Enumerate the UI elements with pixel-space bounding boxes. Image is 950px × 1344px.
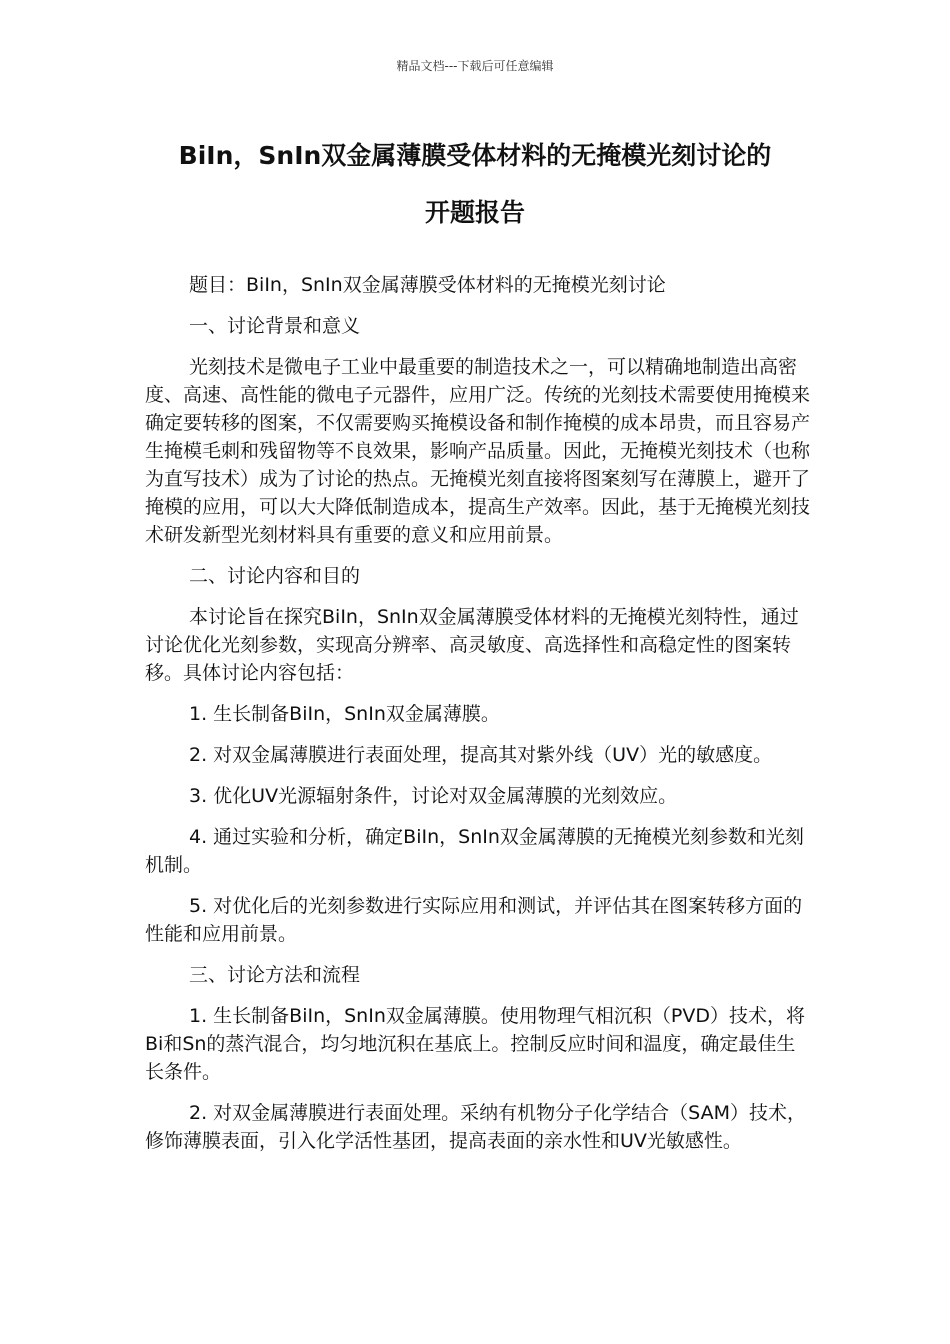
list-item-4: 4. 通过实验和分析，确定BiIn，SnIn双金属薄膜的无掩模光刻参数和光刻机制。 bbox=[145, 826, 804, 876]
list-item-5: 5. 对优化后的光刻参数进行实际应用和测试，并评估其在图案转移方面的性能和应用前景。 bbox=[145, 895, 803, 945]
document-title-line-2: 开题报告 bbox=[424, 198, 525, 227]
section-heading-method: 三、讨论方法和流程 bbox=[189, 964, 361, 986]
method-step-1: 1. 生长制备BiIn，SnIn双金属薄膜。使用物理气相沉积（PVD）技术，将Bi和Sn的蒸汽混合，均匀地沉积在基底上。控制反应时间和温度，确定最佳生长条件。 bbox=[145, 1005, 805, 1083]
list-item-2: 2. 对双金属薄膜进行表面处理，提高其对紫外线（UV）光的敏感度。 bbox=[189, 744, 773, 766]
list-item-1: 1. 生长制备BiIn，SnIn双金属薄膜。 bbox=[189, 703, 500, 725]
section-heading-content: 二、讨论内容和目的 bbox=[189, 565, 361, 587]
paragraph-content-intro: 本讨论旨在探究BiIn，SnIn双金属薄膜受体材料的无掩模光刻特性，通过讨论优化光刻参数，实现高分辨率、高灵敏度、高选择性和高稳定性的图案转移。具体讨论内容包括： bbox=[145, 606, 799, 684]
document-body bbox=[145, 271, 813, 1168]
list-item-3: 3. 优化UV光源辐射条件，讨论对双金属薄膜的光刻效应。 bbox=[189, 785, 678, 807]
method-step-2: 2. 对双金属薄膜进行表面处理。采纳有机物分子化学结合（SAM）技术，修饰薄膜表面，引入化学活性基团，提高表面的亲水性和UV光敏感性。 bbox=[145, 1102, 806, 1152]
document-title-line-1: BiIn，SnIn双金属薄膜受体材料的无掩模光刻讨论的 bbox=[178, 141, 772, 170]
topic-line: 题目：BiIn，SnIn双金属薄膜受体材料的无掩模光刻讨论 bbox=[189, 274, 666, 296]
paragraph-background: 光刻技术是微电子工业中最重要的制造技术之一，可以精确地制造出高密度、高速、高性能的微电子元器件，应用广泛。传统的光刻技术需要使用掩模来确定要转移的图案，不仅需要购买掩模设备和制作掩模的成本昂贵，而且容易产生掩模毛刺和残留物等不良效果，影响产品质量。因此，无掩模光刻技术（也称为直写技术）成为了讨论的热点。无掩模光刻直接将图案刻写在薄膜上，避开了掩模的应用，可以大大降低制造成本，提高生产效率。因此，基于无掩模光刻技术研发新型光刻材料具有重要的意义和应用前景。 bbox=[145, 356, 811, 546]
section-heading-background: 一、讨论背景和意义 bbox=[189, 315, 361, 337]
page-header: 精品文档---下载后可任意编辑 bbox=[396, 59, 554, 73]
